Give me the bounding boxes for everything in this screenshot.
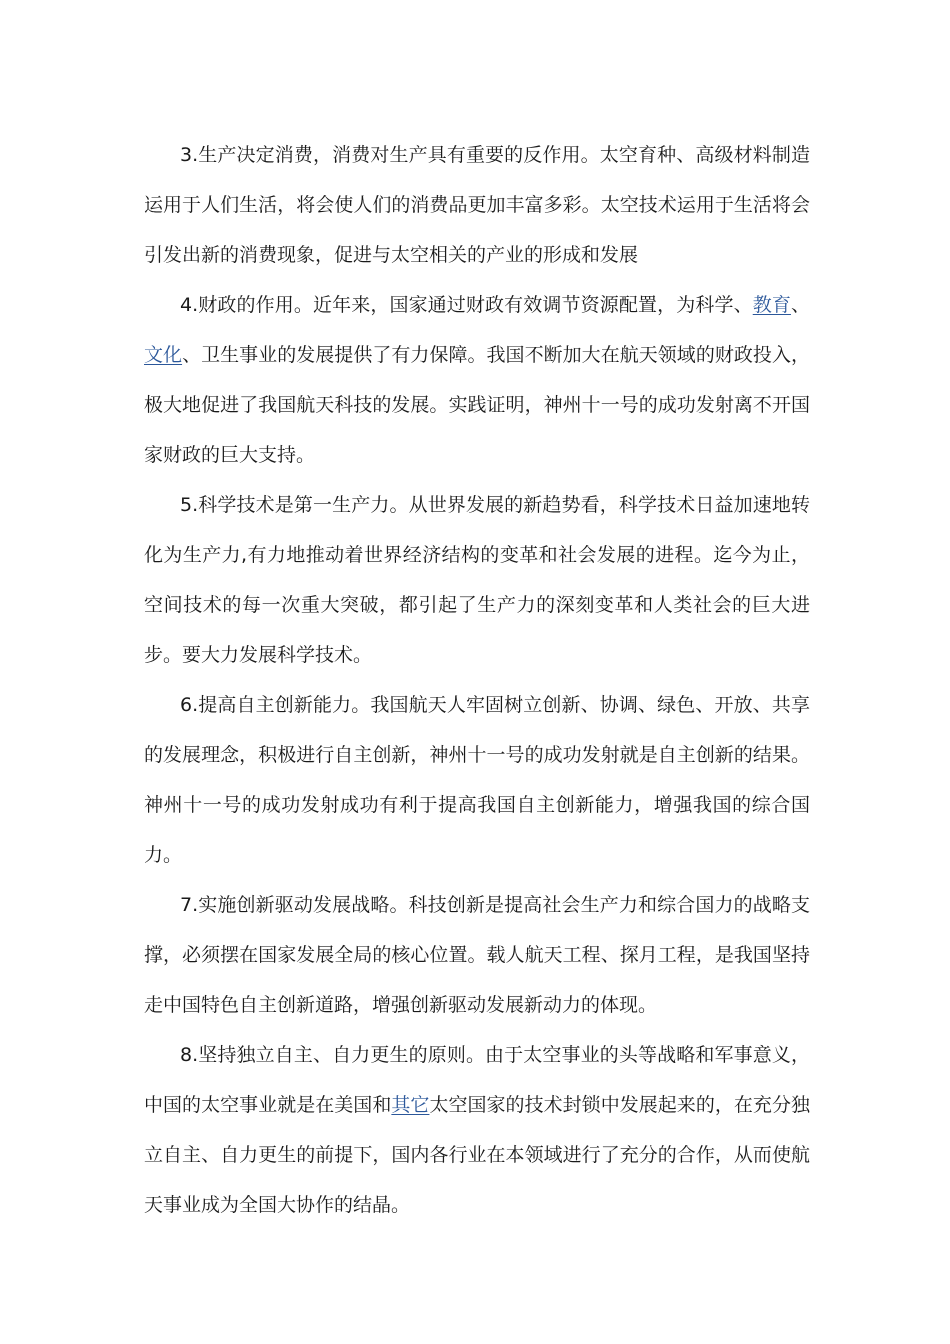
- link-others[interactable]: 其它: [391, 1094, 430, 1116]
- paragraph-6: [144, 680, 810, 880]
- paragraph-text: 8.坚持独立自主、自力更生的原则。由于太空事业的头等战略和军事意义，中国的太空事业就是在美国和: [144, 1044, 810, 1116]
- paragraph-text: 、卫生事业的发展提供了有力保障。我国不断加大在航天领域的财政投入，极大地促进了我国航天科技的发展。实践证明，神州十一号的成功发射离不开国家财政的巨大支持。: [144, 344, 810, 466]
- paragraph-8: [144, 1030, 810, 1230]
- paragraph-text: 、: [790, 294, 810, 316]
- paragraph-3: [144, 130, 810, 280]
- paragraph-text: 5.科学技术是第一生产力。从世界发展的新趋势看，科学技术日益加速地转化为生产力,有力地推动着世界经济结构的变革和社会发展的进程。迄今为止，空间技术的每一次重大突破，都引起了生产力的深刻变革和人类社会的巨大进步。要大力发展科学技术。: [144, 494, 810, 666]
- link-education[interactable]: 教育: [752, 294, 791, 316]
- paragraph-5: [144, 480, 810, 680]
- paragraph-text: 3.生产决定消费，消费对生产具有重要的反作用。太空育种、高级材料制造运用于人们生活，将会使人们的消费品更加丰富多彩。太空技术运用于生活将会引发出新的消费现象，促进与太空相关的产业的形成和发展: [144, 144, 810, 266]
- paragraph-text: 6.提高自主创新能力。我国航天人牢固树立创新、协调、绿色、开放、共享的发展理念，积极进行自主创新，神州十一号的成功发射就是自主创新的结果。神州十一号的成功发射成功有利于提高我国自主创新能力，增强我国的综合国力。: [144, 694, 810, 866]
- paragraph-4: [144, 280, 810, 480]
- paragraph-7: [144, 880, 810, 1030]
- paragraph-text: 太空国家的技术封锁中发展起来的，在充分独立自主、自力更生的前提下，国内各行业在本领域进行了充分的合作，从而使航天事业成为全国大协作的结晶。: [144, 1094, 810, 1216]
- link-culture[interactable]: 文化: [144, 344, 183, 366]
- paragraph-text: 4.财政的作用。近年来，国家通过财政有效调节资源配置，为科学、: [180, 294, 753, 316]
- paragraph-text: 7.实施创新驱动发展战略。科技创新是提高社会生产力和综合国力的战略支撑，必须摆在国家发展全局的核心位置。载人航天工程、探月工程，是我国坚持走中国特色自主创新道路，增强创新驱动发展新动力的体现。: [144, 894, 810, 1016]
